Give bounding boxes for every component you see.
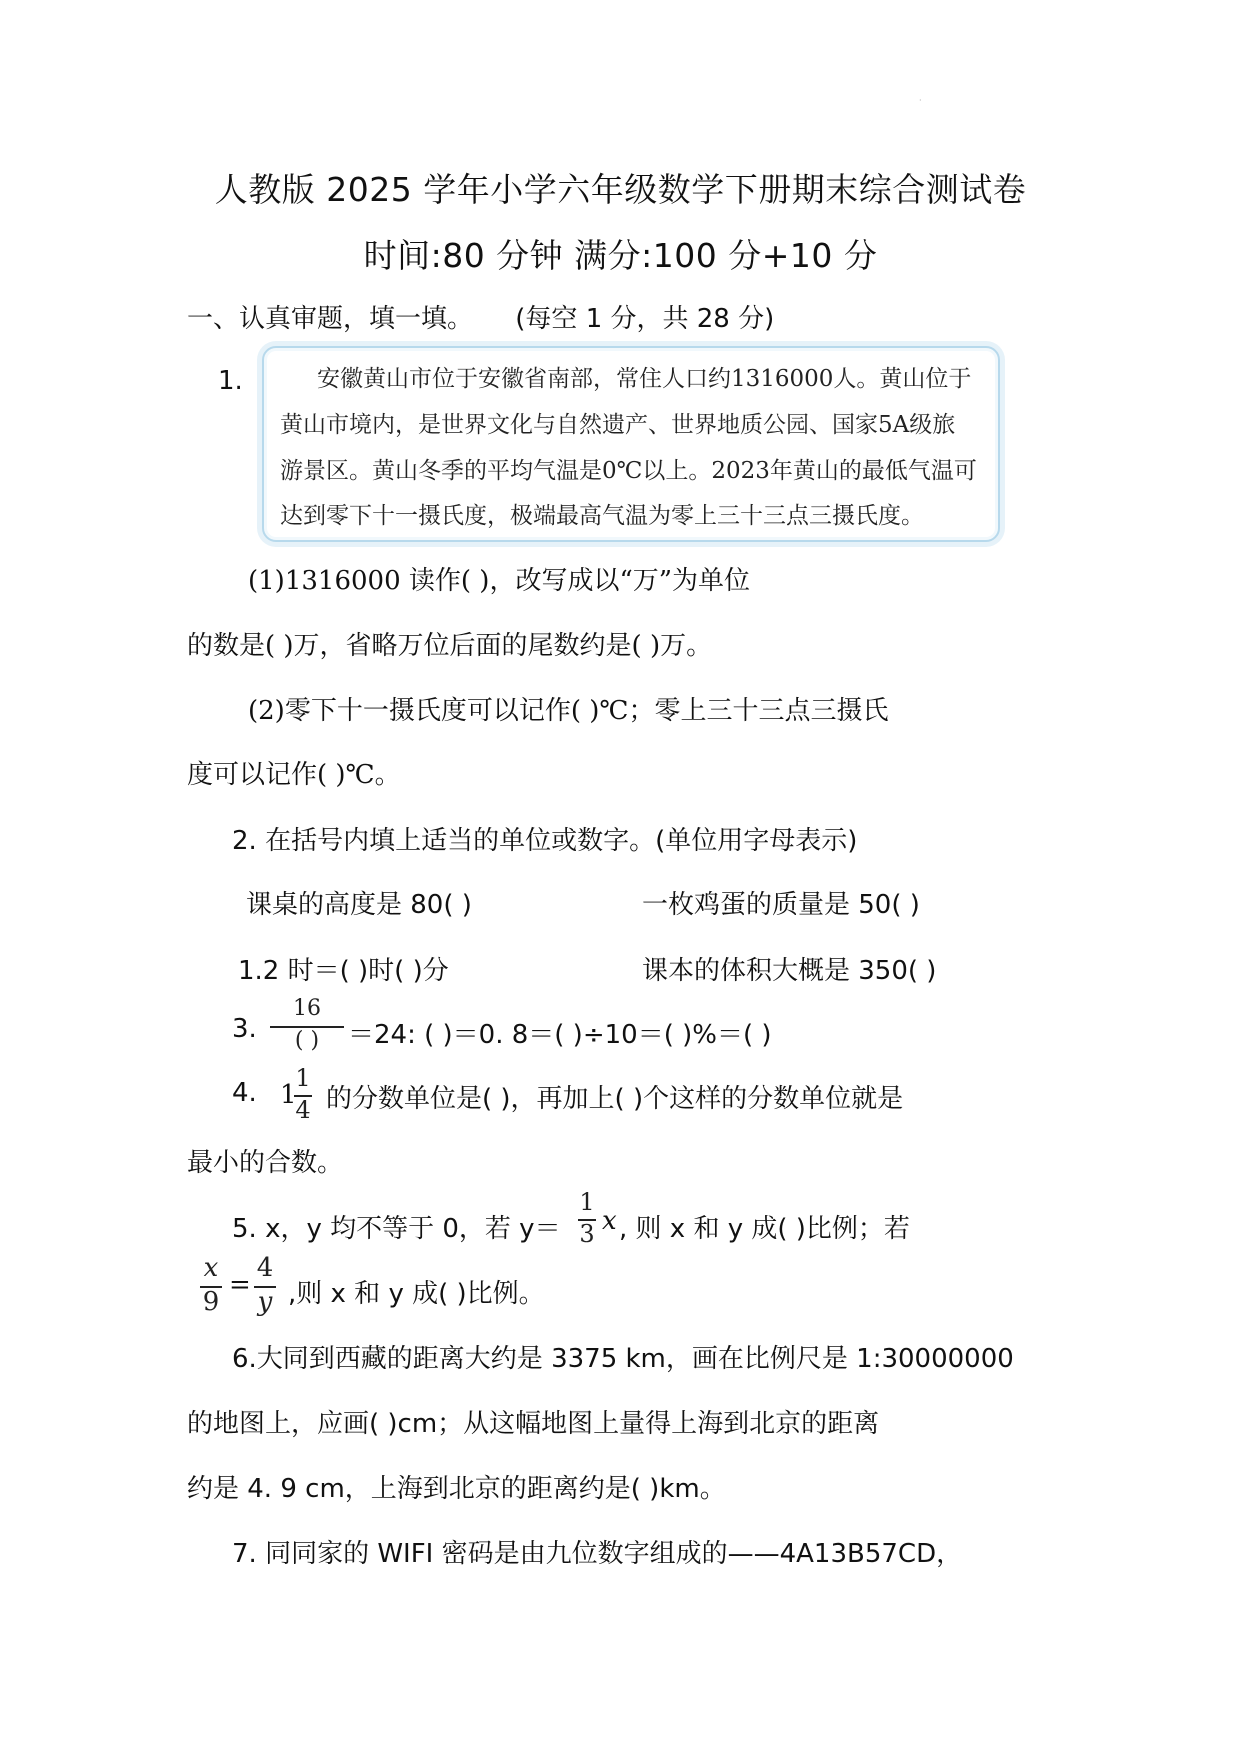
q1-part2-line1: (2)零下十一摄氏度可以记作( )℃；零上三十三点三摄氏 <box>248 696 889 726</box>
q7-line1: 7. 同同家的 WIFI 密码是由九位数字组成的——4A13B57CD， <box>232 1539 963 1569</box>
q4-line1: 的分数单位是( )，再加上( )个这样的分数单位就是 <box>326 1084 904 1114</box>
q4-number: 4. <box>232 1078 257 1108</box>
q2-row2-left: 1.2 时＝( )时( )分 <box>238 956 449 986</box>
q6-line3: 约是 4. 9 cm，上海到北京的距离约是( )km。 <box>187 1474 726 1504</box>
q5-ratio-right <box>254 1253 276 1319</box>
q3-equation: ＝24: ( )＝0. 8＝( )÷10＝( )%＝( ) <box>348 1020 772 1050</box>
q1-part2-line2: 度可以记作( )℃。 <box>187 760 401 790</box>
q3-fraction-denominator: ( ) <box>294 1028 320 1053</box>
q5-ratio-right-denominator: y <box>257 1287 273 1317</box>
page-title: 人教版 2025 学年小学六年级数学下册期末综合测试卷 <box>214 170 1027 209</box>
q5-fraction-numerator: 1 <box>579 1188 595 1216</box>
q5-fraction-denominator: 3 <box>579 1220 595 1248</box>
section-heading-text: 一、认真审题，填一填。 <box>187 304 474 334</box>
q6-line1: 6.大同到西藏的距离大约是 3375 km，画在比例尺是 1:30000000 <box>232 1344 1014 1374</box>
q5-variable-x: x <box>602 1206 617 1236</box>
q5-ratio-left-denominator: 9 <box>202 1287 220 1317</box>
q3-number: 3. <box>232 1014 257 1044</box>
q4-mixed-fraction <box>294 1064 312 1126</box>
q3-fraction <box>270 996 344 1056</box>
q5-fraction <box>578 1188 596 1250</box>
passage-line-1: 安徽黄山市位于安徽省南部，常住人口约1316000人。黄山位于 <box>317 366 972 392</box>
passage-line-4: 达到零下十一摄氏度，极端最高气温为零上三十三点三摄氏度。 <box>280 503 924 529</box>
q5-lead: 5. x，y 均不等于 0，若 y＝ <box>232 1214 561 1244</box>
q1-part1-line2: 的数是( )万，省略万位后面的尾数约是( )万。 <box>187 631 713 661</box>
q3-fraction-numerator: 16 <box>293 996 321 1021</box>
q5-ratio-left-numerator: x <box>203 1253 219 1283</box>
passage-line-2: 黄山市境内，是世界文化与自然遗产、世界地质公园、国家5A级旅 <box>280 412 956 438</box>
q2-stem: 2. 在括号内填上适当的单位或数字。(单位用字母表示) <box>232 826 858 856</box>
page-subtitle: 时间:80 分钟 满分:100 分+10 分 <box>363 236 878 275</box>
q4-fraction-numerator: 1 <box>295 1064 311 1092</box>
q4-line2: 最小的合数。 <box>187 1148 344 1178</box>
q2-row1-right: 一枚鸡蛋的质量是 50( ) <box>642 890 920 920</box>
q5-ratio-left <box>200 1253 222 1319</box>
q1-number: 1. <box>218 366 243 396</box>
corner-mark: · <box>919 96 922 105</box>
q5-ratio-equals: = <box>229 1270 251 1300</box>
q4-mixed-whole: 1 <box>280 1080 297 1110</box>
q4-fraction-denominator: 4 <box>295 1096 311 1124</box>
q2-row1-left: 课桌的高度是 80( ) <box>246 890 472 920</box>
q2-row2-right: 课本的体积大概是 350( ) <box>642 956 937 986</box>
q5-ratio-right-numerator: 4 <box>256 1253 274 1283</box>
q1-part1-line1: (1)1316000 读作( )，改写成以“万”为单位 <box>248 566 751 596</box>
section-heading <box>187 298 774 335</box>
passage-line-3: 游景区。黄山冬季的平均气温是0℃以上。2023年黄山的最低气温可 <box>280 458 977 484</box>
q5-mid: , 则 x 和 y 成( )比例；若 <box>619 1214 910 1244</box>
q5-tail: ,则 x 和 y 成( )比例。 <box>288 1279 545 1309</box>
section-scoring: (每空 1 分，共 28 分) <box>515 304 775 334</box>
q6-line2: 的地图上，应画( )cm；从这幅地图上量得上海到北京的距离 <box>187 1409 880 1439</box>
